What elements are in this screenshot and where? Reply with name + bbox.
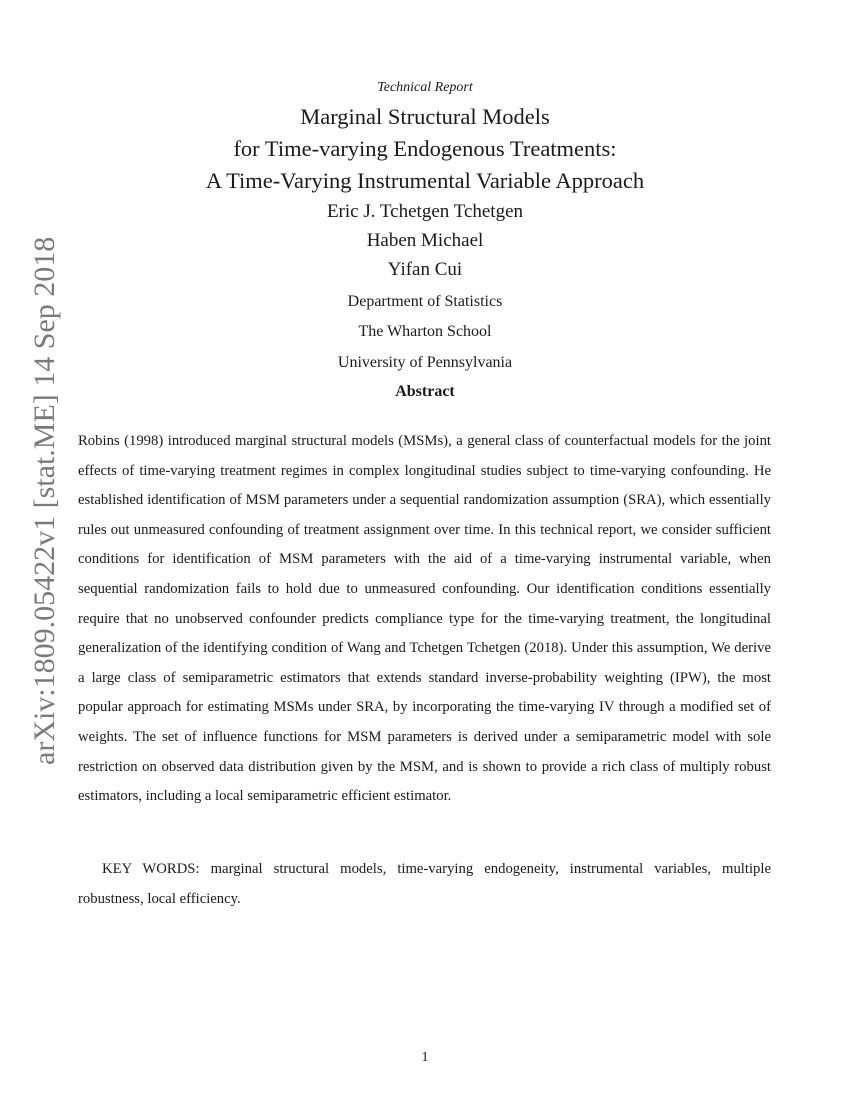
title-line-3: A Time-Varying Instrumental Variable Approach — [205, 168, 645, 193]
affiliation-department: Department of Statistics — [347, 293, 503, 310]
abstract-body: Robins (1998) introduced marginal structural models (MSMs), a general class of counterfactual models for the joint effects of time-varying treatment regimes in complex longitudinal studies subject to time-varying confounding. He established identification of MSM parameters under a sequential randomization assumption (SRA), which essentially rules out unmeasured confounding of treatment assignment over time. In this technical report, we consider sufficient conditions for identification of MSM parameters with the aid of a time-varying instrumental variable, when sequential randomization fails to hold due to unmeasured confounding. Our identification conditions essentially require that no unobserved confounder predicts compliance type for the time-varying treatment, the longitudinal generalization of the identifying condition of Wang and Tchetgen Tchetgen (2018). Under this assumption, We derive a large class of semiparametric estimators that extends standard inverse-probability weighting (IPW), the most popular approach for estimating MSMs under SRA, by incorporating the time-varying IV through a modified set of weights. The set of influence functions for MSM parameters is derived under a semiparametric model with sole restriction on observed data distribution given by the MSM, and is shown to provide a rich class of multiply robust estimators, including a local semiparametric efficient estimator. — [78, 433, 771, 805]
title-line-2: for Time-varying Endogenous Treatments: — [233, 136, 617, 161]
keywords-label: KEY WORDS: — [102, 861, 200, 877]
keywords-text: marginal structural models, time-varying endogeneity, instrumental variables, multiple robustness, local efficiency. — [78, 861, 771, 907]
keywords-paragraph — [78, 855, 771, 914]
author-name: Haben Michael — [366, 230, 484, 251]
affiliation-university: University of Pennsylvania — [337, 354, 513, 371]
affiliation-school: The Wharton School — [358, 323, 492, 340]
author-name: Yifan Cui — [387, 259, 463, 280]
author-name: Eric J. Tchetgen Tchetgen — [326, 201, 524, 222]
title-line-1: Marginal Structural Models — [300, 104, 550, 129]
abstract-heading: Abstract — [395, 383, 455, 400]
report-label: Technical Report — [377, 80, 473, 95]
arxiv-identifier: arXiv:1809.05422v1 [stat.ME] 14 Sep 2018 — [28, 236, 61, 765]
page-number: 1 — [421, 1050, 429, 1065]
